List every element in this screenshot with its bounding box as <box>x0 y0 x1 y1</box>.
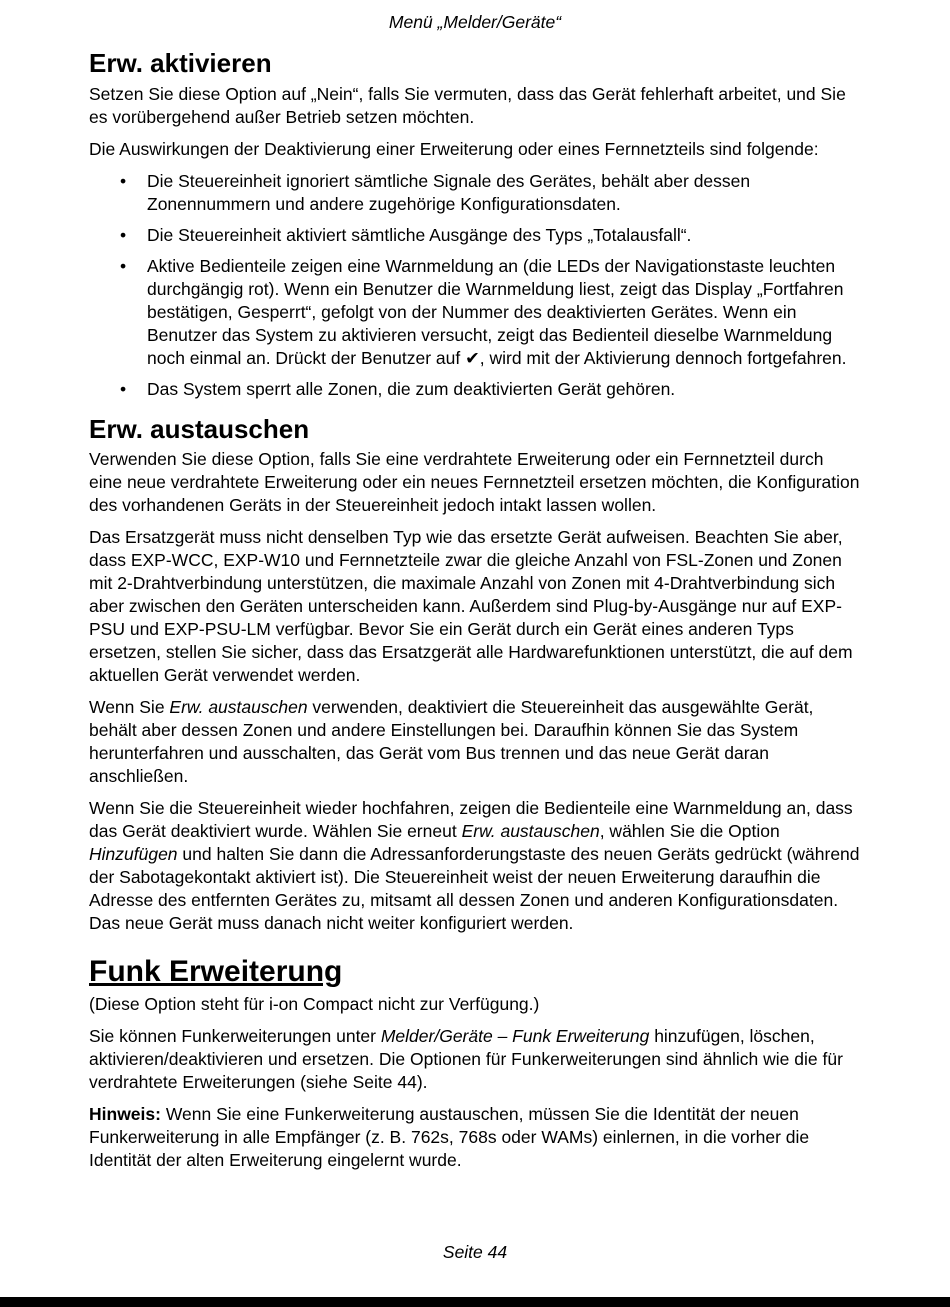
paragraph: Die Auswirkungen der Deaktivierung einer Erweiterung oder eines Fernnetzteils sind folgende: <box>89 138 819 159</box>
bullet-text: Das System sperrt alle Zonen, die zum deaktivierten Gerät gehören. <box>147 378 676 399</box>
italic-term: Erw. austauschen <box>461 821 600 842</box>
running-header: Menü „Melder/Geräte“ <box>388 12 562 32</box>
text-run: Sie können Funkerweiterungen unter <box>89 1026 381 1047</box>
paragraph: Das Ersatzgerät muss nicht denselben Typ wie das ersetzte Gerät aufweisen. Beachten Sie aber, dass EXP-WCC, EXP-W10 und Fernnetzteile zwar die gleiche Anzahl von FSL-Zonen und Zonen mit 2-Drahtverbindung unterstützen, die maximale Anzahl von Zonen mit 4-Drahtverbindung sich aber zwischen den Geräten unterscheiden kann. Außerdem sind Plug-by-Ausgänge nur auf EXP-PSU und EXP-PSU-LM verfügbar. Bevor Sie ein Gerät durch ein Gerät eines anderen Typs ersetzen, stellen Sie sicher, dass das Ersatzgerät alle Hardwarefunktionen unterstützt, die auf dem aktuellen Gerät verwendet werden. <box>89 527 853 686</box>
paragraph <box>89 1025 861 1094</box>
page-number: Seite 44 <box>442 1242 508 1262</box>
bullet-text: Aktive Bedienteile zeigen eine Warnmeldung an (die LEDs der Navigationstaste leuchten durchgängig rot). Wenn ein Benutzer die Warnmeldung liest, zeigt das Display „Fortfahren bestätigen, Gesperrt“, gefolgt von der Nummer des deaktivierten Gerätes. Wenn ein Benutzer das System zu aktivieren versucht, zeigt das Bedienteil dieselbe Warnmeldung noch einmal an. Drückt der Benutzer auf ✔, wird mit der Aktivierung dennoch fortgefahren. <box>147 255 847 368</box>
text-run: Wenn Sie die Steuereinheit wieder hochfahren, zeigen die Bedienteile eine Warnmeldung an, dass das Gerät deaktiviert wurde. Wählen Sie erneut <box>89 798 853 842</box>
section-heading-funk-erweiterung: Funk Erweiterung <box>89 955 343 989</box>
bullet-item <box>147 255 861 370</box>
paragraph <box>89 696 861 788</box>
page-bottom-edge-bar <box>0 1297 950 1307</box>
text-run: , wählen Sie die Option <box>599 821 780 842</box>
paragraph: (Diese Option steht für i-on Compact nicht zur Verfügung.) <box>89 994 540 1015</box>
section-heading-erw-aktivieren: Erw. aktivieren <box>89 48 272 78</box>
bullet-item <box>147 378 861 401</box>
italic-term: Hinzufügen <box>89 844 178 865</box>
paragraph <box>89 797 861 935</box>
paragraph: Verwenden Sie diese Option, falls Sie eine verdrahtete Erweiterung oder ein Fernnetzteil durch eine neue verdrahtete Erweiterung oder ein neues Fernnetzteil ersetzen möchten, die Konfiguration des vorhandenen Geräts in der Steuereinheit jedoch intakt lassen wollen. <box>89 449 860 516</box>
bullet-list <box>89 170 861 401</box>
text-run: hinzufügen, löschen, aktivieren/deaktivieren und ersetzen. Die Optionen für Funkerweiterungen sind ähnlich wie die für verdrahtete Erweiterungen (siehe Seite 44). <box>89 1026 843 1093</box>
bullet-text: Die Steuereinheit ignoriert sämtliche Signale des Gerätes, behält aber dessen Zonennummern und andere zugehörige Konfigurationsdaten. <box>147 170 751 214</box>
text-run: Wenn Sie <box>89 697 170 718</box>
paragraph: Setzen Sie diese Option auf „Nein“, falls Sie vermuten, dass das Gerät fehlerhaft arbeitet, und Sie es vorübergehend außer Betrieb setzen möchten. <box>89 83 846 127</box>
bullet-text: Die Steuereinheit aktiviert sämtliche Ausgänge des Typs „Totalausfall“. <box>147 224 692 245</box>
note-label: Hinweis: <box>89 1104 161 1125</box>
text-run: verwenden, deaktiviert die Steuereinheit das ausgewählte Gerät, behält aber dessen Zonen und andere Einstellungen bei. Daraufhin können Sie das System herunterfahren und ausschalten, das Gerät vom Bus trennen und das neue Gerät daran anschließen. <box>89 697 814 787</box>
bullet-item <box>147 224 861 247</box>
text-run: und halten Sie dann die Adressanforderungstaste des neuen Geräts gedrückt (während der Sabotagekontakt aktiviert ist). Die Steuereinheit weist der neuen Erweiterung daraufhin die Adresse des entfernten Gerätes zu, mitsamt all dessen Zonen und anderen Konfigurationsdaten. Das neue Gerät muss danach nicht weiter konfiguriert werden. <box>89 844 860 934</box>
text-run: Wenn Sie eine Funkerweiterung austauschen, müssen Sie die Identität der neuen Funkerweiterung in alle Empfänger (z. B. 762s, 768s oder WAMs) einlernen, in die vorher die Identität der alten Erweiterung eingelernt wurde. <box>89 1104 810 1171</box>
section-heading-erw-austauschen: Erw. austauschen <box>89 413 310 444</box>
italic-term: Erw. austauschen <box>169 697 308 718</box>
bullet-item <box>147 170 861 216</box>
italic-term: Melder/Geräte – Funk Erweiterung <box>380 1026 650 1047</box>
paragraph-note <box>89 1103 861 1172</box>
